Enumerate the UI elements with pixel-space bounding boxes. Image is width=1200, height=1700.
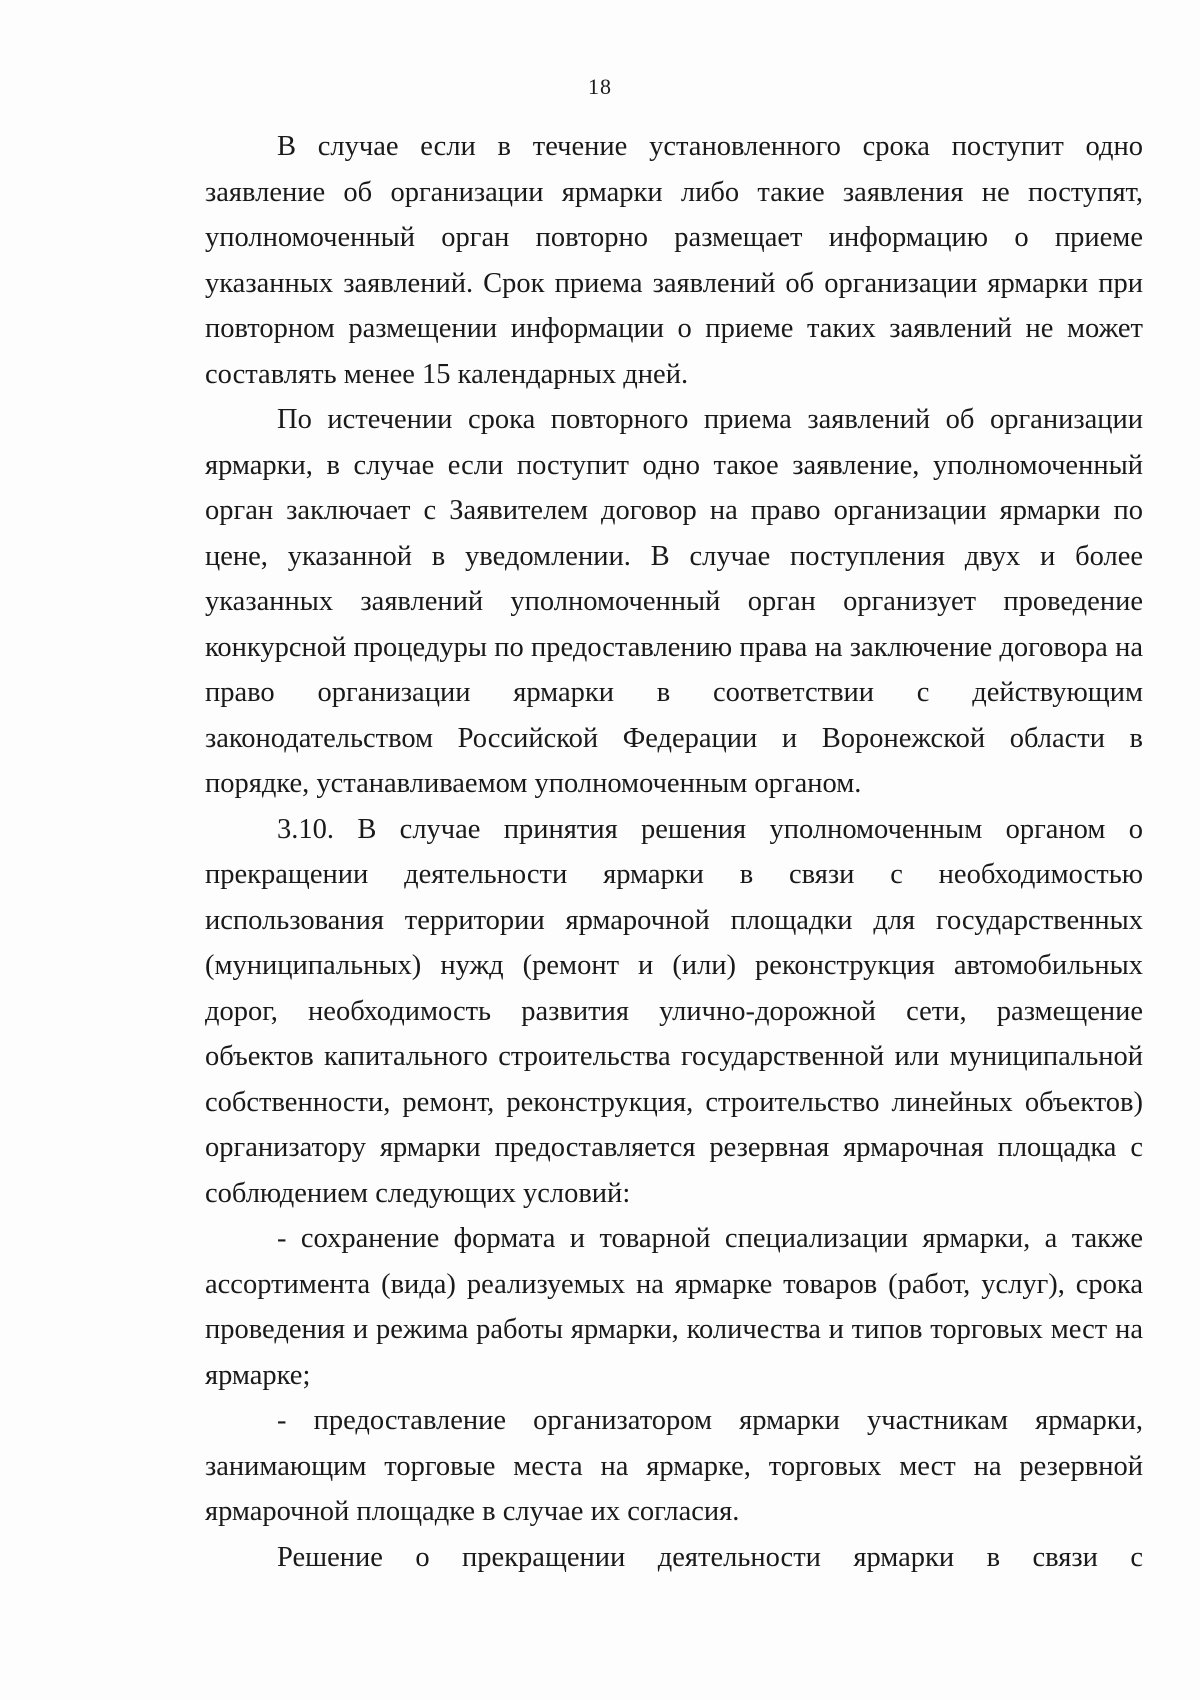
paragraph-contract-conclusion: По истечении срока повторного приема заявлений об организации ярмарки, в случае если поступит одно такое заявление, уполномоченный орган заключает с Заявителем договор на право организации ярмарки по цене, указанной в уведомлении. В случае поступления двух и более указанных заявлений уполномоченный орган организует проведение конкурсной процедуры по предоставлению права на заключение договора на право организации ярмарки в соответствии с действующим законодательством Российской Федерации и Воронежской области в порядке, устанавливаемом уполномоченным органом.: [205, 404, 1143, 799]
paragraph-termination-decision: Решение о прекращении деятельности ярмарки в связи с: [277, 1541, 1143, 1573]
document-body: [205, 124, 1143, 1580]
paragraph-repeat-placement: В случае если в течение установленного срока поступит одно заявление об организации ярмарки либо такие заявления не поступят, уполномоченный орган повторно размещает информацию о приеме указанных заявлений. Срок приема заявлений об организации ярмарки при повторном размещении информации о приеме таких заявлений не может составлять менее 15 календарных дней.: [205, 131, 1143, 390]
list-item-format-preservation: - сохранение формата и товарной специализации ярмарки, а также ассортимента (вида) реализуемых на ярмарке товаров (работ, услуг), срока проведения и режима работы ярмарки, количества и типов торговых мест на ярмарке;: [205, 1223, 1143, 1391]
paragraph-3-10-reserve-site: 3.10. В случае принятия решения уполномоченным органом о прекращении деятельности ярмарки в связи с необходимостью использования территории ярмарочной площадки для государственных (муниципальных) нужд (ремонт и (или) реконструкция автомобильных дорог, необходимость развития улично-дорожной сети, размещение объектов капитального строительства государственной или муниципальной собственности, ремонт, реконструкция, строительство линейных объектов) организатору ярмарки предоставляется резервная ярмарочная площадка с соблюдением следующих условий:: [205, 813, 1143, 1209]
page-number: 18: [588, 74, 612, 99]
list-item-trading-places: - предоставление организатором ярмарки участникам ярмарки, занимающим торговые места на ярмарке, торговых мест на резервной ярмарочной площадке в случае их согласия.: [205, 1405, 1143, 1527]
